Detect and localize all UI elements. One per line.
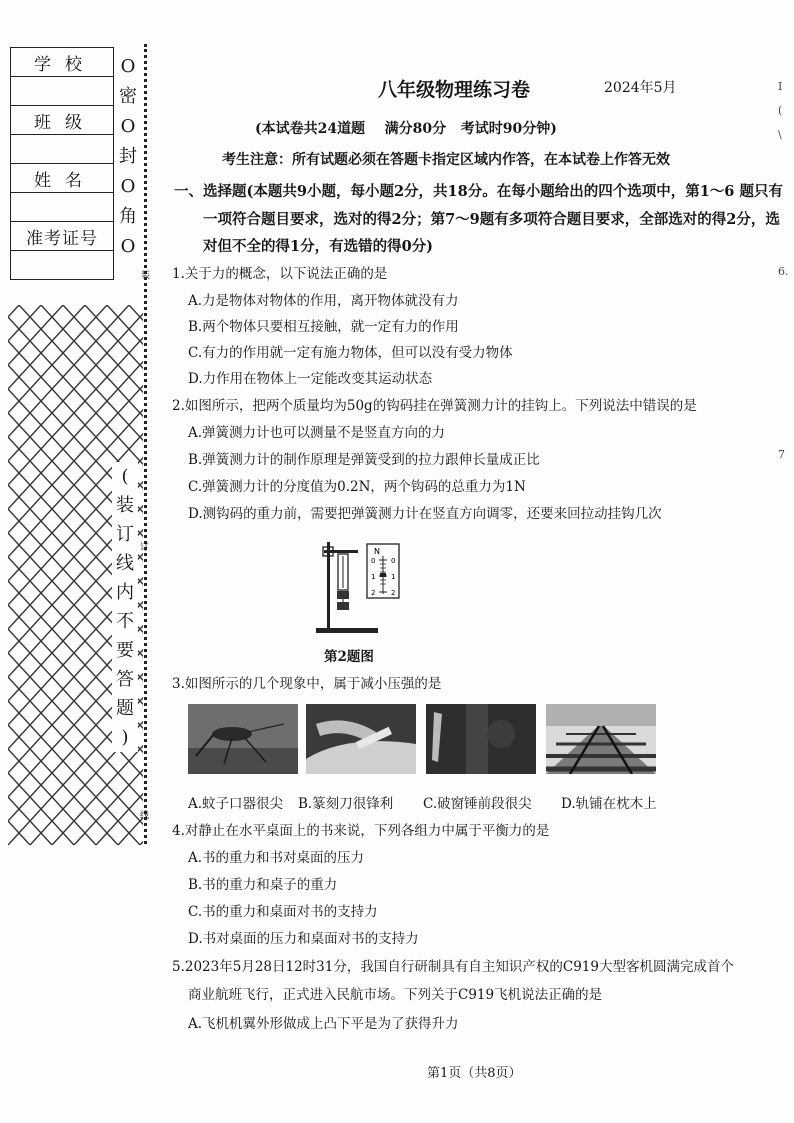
section1-instructions: 一项符合题目要求，选对的得2分；第7～9题有多项符合题目要求，全部选对的得2分，选 — [203, 211, 780, 228]
exam-subtitle: (本试卷共24道题 满分80分 考试时90分钟) — [255, 121, 557, 137]
question-3-option-b: B.篆刻刀很锋利 — [298, 796, 394, 812]
binding-dotted-line — [144, 44, 147, 844]
question-2-option-c: C.弹簧测力计的分度值为0.2N，两个钩码的总重力为1N — [188, 479, 526, 495]
warning-char: 订 — [116, 524, 134, 545]
class-label: 班级 — [11, 106, 114, 135]
warning-char: 内 — [116, 582, 134, 603]
binding-warning — [112, 462, 138, 752]
warning-char: 不 — [116, 611, 134, 632]
section1-instructions: 对但不全的得1分，有选错的得0分) — [203, 238, 434, 255]
edge-mark: \ — [778, 128, 782, 141]
class-field[interactable] — [11, 135, 114, 164]
seal-char: O — [120, 176, 136, 197]
question-1-option-a: A.力是物体对物体的作用，离开物体就没有力 — [188, 293, 459, 309]
question-4-stem: 4.对静止在水平桌面上的书来说，下列各组力中属于平衡力的是 — [172, 823, 550, 839]
question-1-stem: 1.关于力的概念，以下说法正确的是 — [172, 266, 388, 282]
scale-tick-0: 0 — [391, 557, 396, 565]
question-5-stem: 商业航班飞行，正式进入民航市场。下列关于C919飞机说法正确的是 — [188, 987, 603, 1003]
seal-char: O — [120, 56, 136, 77]
scale-tick-1: 1 — [371, 573, 376, 581]
scale-tick-2: 2 — [371, 589, 376, 597]
seal-char: 封 — [119, 146, 137, 167]
exam-title: 八年级物理练习卷 — [378, 79, 531, 101]
scale-tick-1: 1 — [391, 573, 396, 581]
seal-column — [117, 52, 139, 262]
question-1-option-b: B.两个物体只要相互接触，就一定有力的作用 — [188, 319, 459, 335]
warning-char: ( — [121, 466, 129, 487]
scale-tick-0: 0 — [371, 557, 376, 565]
exam-date: 2024年5月 — [604, 80, 677, 96]
seal-char: 密 — [119, 86, 137, 107]
question-4-option-c: C.书的重力和桌面对书的支持力 — [188, 904, 378, 920]
question-4-option-b: B.书的重力和桌子的重力 — [188, 877, 338, 893]
edge-mark: 6. — [778, 265, 789, 278]
scale-tick-2: 2 — [391, 589, 396, 597]
warning-char: 题 — [116, 698, 134, 719]
spring-scale-figure — [310, 540, 410, 640]
question-3-stem: 3.如图所示的几个现象中，属于减小压强的是 — [172, 676, 442, 692]
seal-char: O — [120, 116, 136, 137]
seal-char: 角 — [119, 206, 137, 227]
scale-unit-label: N — [374, 547, 380, 556]
warning-char: 答 — [116, 669, 134, 690]
warning-char: 要 — [116, 640, 134, 661]
question-5-stem: 5.2023年5月28日12时31分，我国自行研制具有自主知识产权的C919大型客机圆满完成首个 — [172, 959, 734, 975]
figure-2-caption: 第2题图 — [324, 649, 374, 665]
question-2-option-b: B.弹簧测力计的制作原理是弹簧受到的拉力跟伸长量成正比 — [188, 452, 540, 468]
seal-char: O — [120, 236, 136, 257]
school-field[interactable] — [11, 77, 114, 106]
railway-tracks-photo — [546, 704, 656, 774]
question-4-option-d: D.书对桌面的压力和桌面对书的支持力 — [188, 931, 419, 947]
binding-mark-xian: 线 — [140, 811, 150, 821]
question-1-option-d: D.力作用在物体上一定能改变其运动状态 — [188, 371, 433, 387]
warning-char: ) — [121, 727, 129, 748]
section1-instructions: 一、选择题(本题共9小题，每小题2分，共18分。在每小题给出的四个选项中，第1～6 题只有 — [174, 183, 783, 200]
warning-char: 装 — [116, 495, 134, 516]
page-number: 第1页（共8页） — [427, 1066, 522, 1081]
seal-side-mark: 装 — [141, 271, 151, 281]
question-2-stem: 2.如图所示，把两个质量均为50g的钩码挂在弹簧测力计的挂钩上。下列说法中错误的是 — [172, 398, 697, 414]
edge-mark: ( — [778, 104, 783, 117]
binding-mark-ding: 订 — [140, 543, 150, 553]
exam-id-field[interactable] — [11, 251, 114, 280]
warning-char: 线 — [116, 553, 134, 574]
carving-knife-photo — [306, 704, 416, 774]
question-2-option-a: A.弹簧测力计也可以测量不是竖直方向的力 — [188, 425, 446, 441]
mosquito-photo — [188, 704, 298, 774]
edge-mark: 7 — [778, 448, 785, 461]
question-1-option-c: C.有力的作用就一定有施力物体，但可以没有受力物体 — [188, 345, 513, 361]
window-hammer-photo — [426, 704, 536, 774]
question-5-option-a: A.飞机机翼外形做成上凸下平是为了获得升力 — [188, 1016, 459, 1032]
question-3-option-a: A.蚊子口器很尖 — [188, 796, 284, 812]
question-3-option-d: D.轨铺在枕木上 — [561, 796, 657, 812]
student-info-table — [10, 47, 114, 280]
question-4-option-a: A.书的重力和书对桌面的压力 — [188, 850, 365, 866]
edge-mark: I — [778, 80, 783, 93]
name-label: 姓名 — [11, 164, 114, 193]
question-2-option-d: D.测钩码的重力前，需要把弹簧测力计在竖直方向调零，还要来回拉动挂钩几次 — [188, 506, 662, 522]
question-3-option-c: C.破窗锤前段很尖 — [423, 796, 532, 812]
name-field[interactable] — [11, 193, 114, 222]
exam-id-label: 准考证号 — [11, 222, 114, 251]
exam-notice: 考生注意：所有试题必须在答题卡指定区域内作答，在本试卷上作答无效 — [222, 152, 670, 168]
school-label: 学校 — [11, 48, 114, 77]
